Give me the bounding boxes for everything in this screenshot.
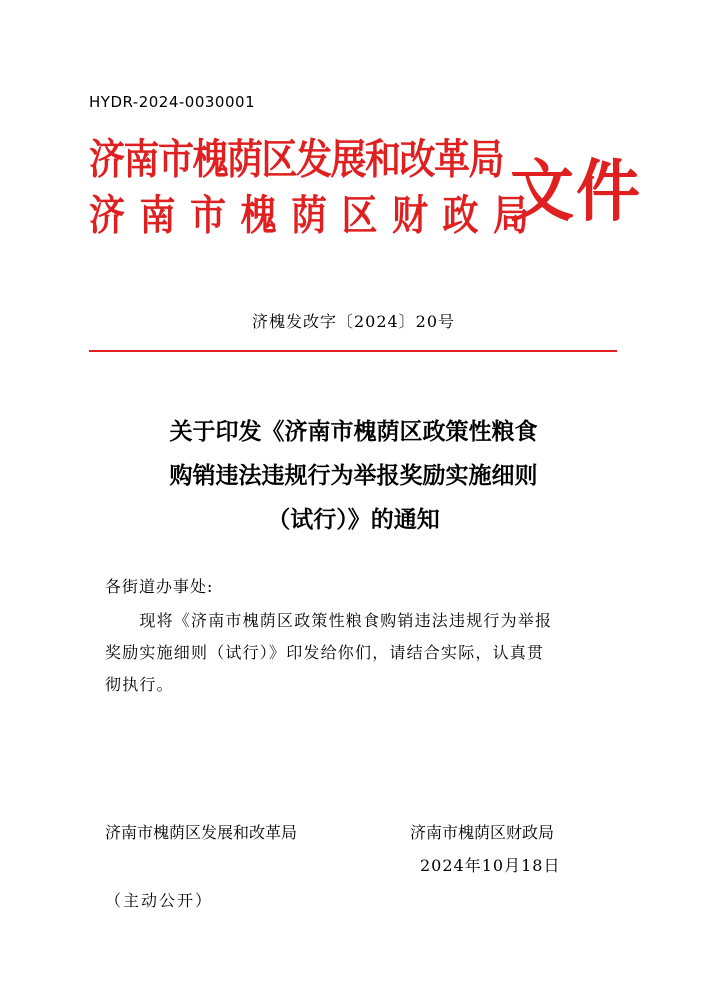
body-line-1: 现将《济南市槐荫区政策性粮食购销违法违规行为举报 [105, 611, 553, 630]
title-line-2: 购销违法违规行为举报奖励实施细则 [169, 462, 538, 489]
title-line-1: 关于印发《济南市槐荫区政策性粮食 [169, 418, 538, 445]
document-title [0, 410, 707, 542]
signature-right: 济南市槐荫区财政局 [410, 823, 555, 842]
body-line-3: 彻执行。 [105, 675, 174, 694]
issuer-line-2: 济南市槐荫区财政局 [89, 192, 544, 240]
recipient: 各街道办事处: [105, 577, 214, 596]
title-line-3: （试行）》的通知 [267, 506, 440, 533]
issuer-line-1: 济南市槐荫区发展和改革局 [89, 136, 504, 184]
body-paragraph [105, 605, 605, 701]
header-divider [89, 350, 617, 352]
signature-date: 2024年10月18日 [420, 856, 561, 875]
disclosure-label: （主动公开） [105, 891, 214, 910]
body-line-2: 奖励实施细则（试行）》印发给你们，请结合实际，认真贯 [105, 643, 545, 662]
document-number: 济槐发改字〔2024〕20号 [251, 312, 456, 331]
document-header [89, 136, 544, 240]
document-type-label: 文件 [510, 153, 642, 232]
document-code: HYDR-2024-0030001 [89, 93, 256, 111]
signature-left: 济南市槐荫区发展和改革局 [105, 823, 298, 842]
